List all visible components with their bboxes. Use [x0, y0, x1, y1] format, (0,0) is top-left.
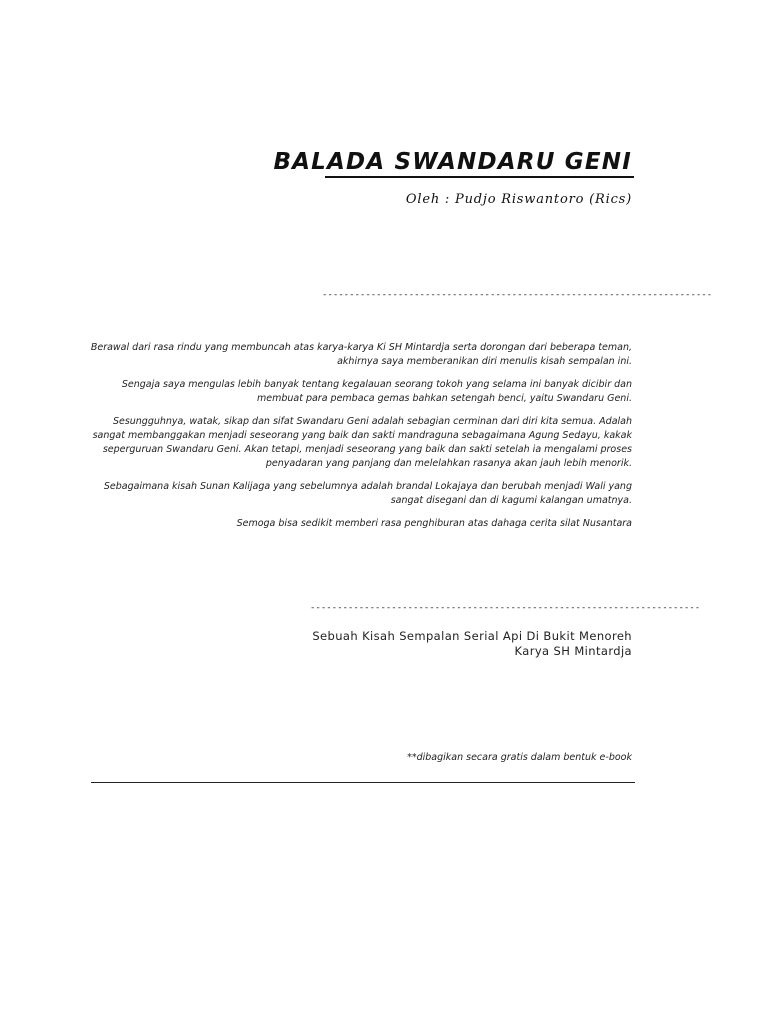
dashed-separator-bottom: ------------------------------------------------------------------------: [310, 603, 701, 613]
intro-text: [90, 341, 632, 540]
dashed-separator-top: ------------------------------------------------------------------------: [322, 290, 713, 300]
document-title: BALADA SWANDARU GENI: [273, 149, 632, 175]
series-line-2: Karya SH Mintardja: [514, 644, 632, 658]
series-line-1: Sebuah Kisah Sempalan Serial Api Di Bukit Menoreh: [312, 629, 632, 643]
intro-paragraph-3: Sesungguhnya, watak, sikap dan sifat Swandaru Geni adalah sebagian cerminan dari diri kita semua. Adalah sangat membanggakan menjadi seseorang yang baik dan sakti mandraguna sebagaimana Agung Sedayu, kakak seperguruan Swandaru Geni. Akan tetapi, menjadi seseorang yang baik dan sakti setelah ia mengalami proses penyadaran yang panjang dan melelahkan rasanya akan jauh lebih menorik.: [92, 416, 632, 469]
bottom-rule: [91, 782, 635, 783]
series-credit: [312, 629, 632, 659]
title-underline: [325, 176, 634, 178]
author-byline: Oleh : Pudjo Riswantoro (Rics): [405, 192, 632, 207]
intro-paragraph-2: Sengaja saya mengulas lebih banyak tentang kegalauan seorang tokoh yang selama ini banyak dicibir dan membuat para pembaca gemas bahkan setengah benci, yaitu Swandaru Geni.: [121, 379, 632, 404]
intro-paragraph-1: Berawal dari rasa rindu yang membuncah atas karya-karya Ki SH Mintardja serta dorongan dari beberapa teman, akhirnya saya memberanikan diri menulis kisah sempalan ini.: [90, 342, 632, 367]
distribution-note: **dibagikan secara gratis dalam bentuk e-book: [407, 752, 632, 763]
intro-paragraph-4: Sebagaimana kisah Sunan Kalijaga yang sebelumnya adalah brandal Lokajaya dan berubah menjadi Wali yang sangat disegani dan di kagumi kalangan umatnya.: [103, 481, 632, 506]
intro-paragraph-5: Semoga bisa sedikit memberi rasa penghiburan atas dahaga cerita silat Nusantara: [236, 518, 632, 529]
